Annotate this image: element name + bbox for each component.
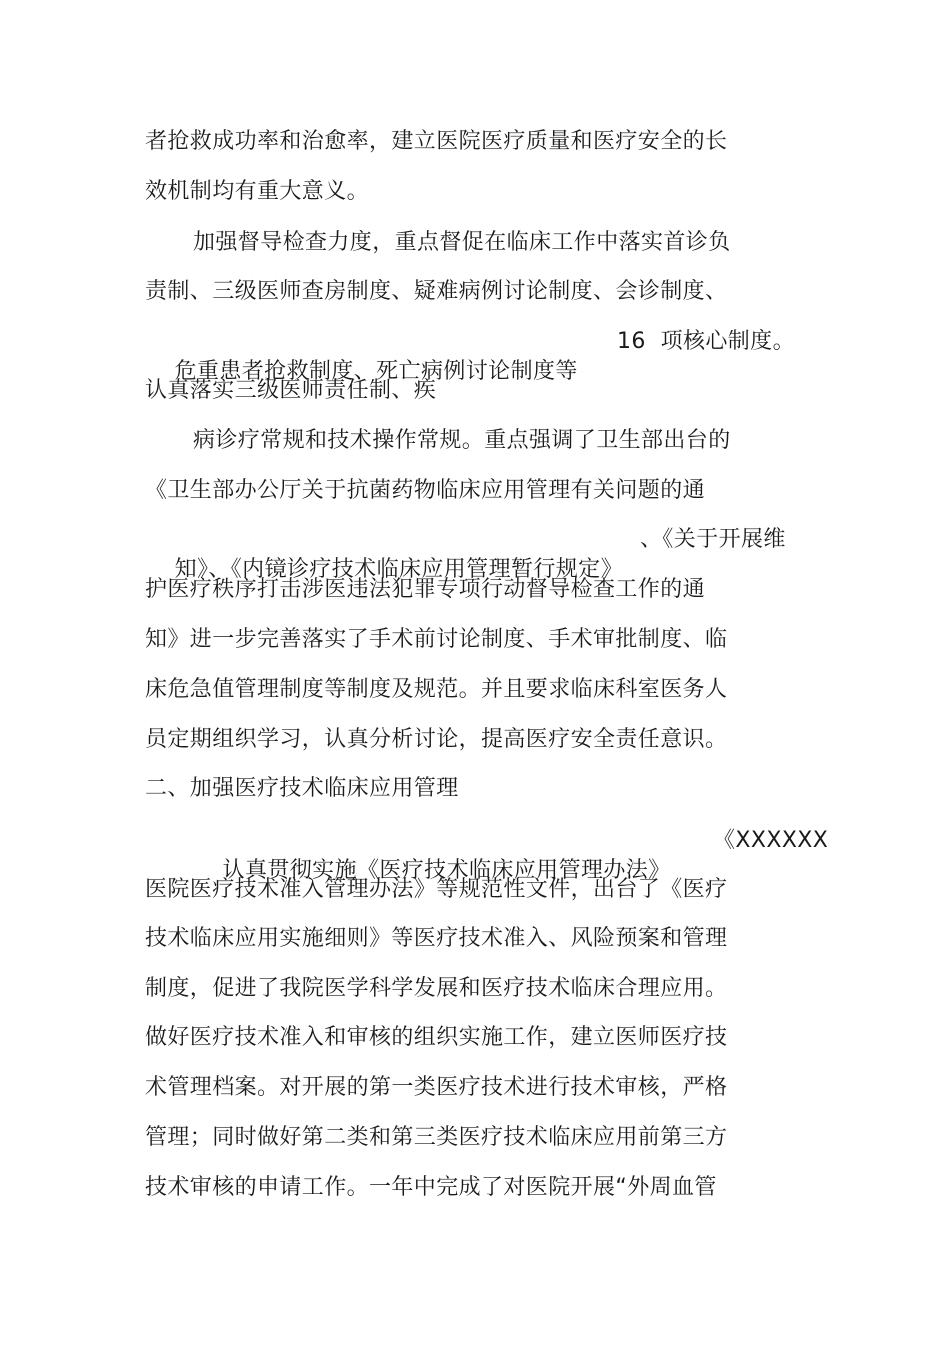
text-line: 知》进一步完善落实了手术前讨论制度、手术审批制度、临 [145, 627, 728, 652]
section-heading: 二、加强医疗技术临床应用管理 [145, 776, 459, 801]
text-line: 医院医疗技术准入管理办法》等规范性文件，出台了《医疗 [145, 877, 728, 902]
text-line: 效机制均有重大意义。 [145, 179, 370, 204]
text-line: 护医疗秩序打击涉医违法犯罪专项行动督导检查工作的通 [145, 577, 706, 602]
text-line: 《卫生部办公厅关于抗菌药物临床应用管理有关问题的通 [145, 478, 706, 503]
text-line: 做好医疗技术准入和审核的组织实施工作，建立医师医疗技 [145, 1025, 728, 1050]
text-segment: 知》、《内镜诊疗技术临床应用管理暂行规定》 [174, 557, 623, 582]
text-segment: 认真贯彻实施《医疗技术临床应用管理办法》 [222, 858, 671, 883]
text-line: 床危急值管理制度等制度及规范。并且要求临床科室医务人 [145, 677, 728, 702]
text-line: 管理；同时做好第二类和第三类医疗技术临床应用前第三方 [145, 1125, 728, 1150]
text-line: 者抢救成功率和治愈率，建立医院医疗质量和医疗安全的长 [145, 129, 728, 154]
text-line: 术管理档案。对开展的第一类医疗技术进行技术审核，严格 [145, 1075, 728, 1100]
text-line: 员定期组织学习，认真分析讨论，提高医疗安全责任意识。 [145, 727, 728, 752]
text-line: 责制、三级医师查房制度、疑难病例讨论制度、会诊制度、 [145, 279, 728, 304]
text-line: 技术临床应用实施细则》等医疗技术准入、风险预案和管理 [145, 926, 728, 951]
text-segment: 危重患者抢救制度、死亡病例讨论制度等 [174, 359, 578, 384]
paragraph-start-line: 病诊疗常规和技术操作常规。重点强调了卫生部出台的 [193, 428, 731, 453]
paragraph-start-line: 加强督导检查力度，重点督促在临床工作中落实首诊负 [193, 230, 731, 255]
text-line: 制度，促进了我院医学科学发展和医疗技术临床合理应用。 [145, 976, 728, 1001]
text-segment: 16 项核心制度。 [617, 329, 795, 354]
text-line: 认真落实三级医师责任制、疾 [145, 378, 437, 403]
text-line: 技术审核的申请工作。一年中完成了对医院开展“外周血管 [145, 1175, 717, 1200]
text-segment: 、《关于开展维 [640, 527, 786, 552]
text-segment: 《XXXXXX [713, 828, 829, 853]
